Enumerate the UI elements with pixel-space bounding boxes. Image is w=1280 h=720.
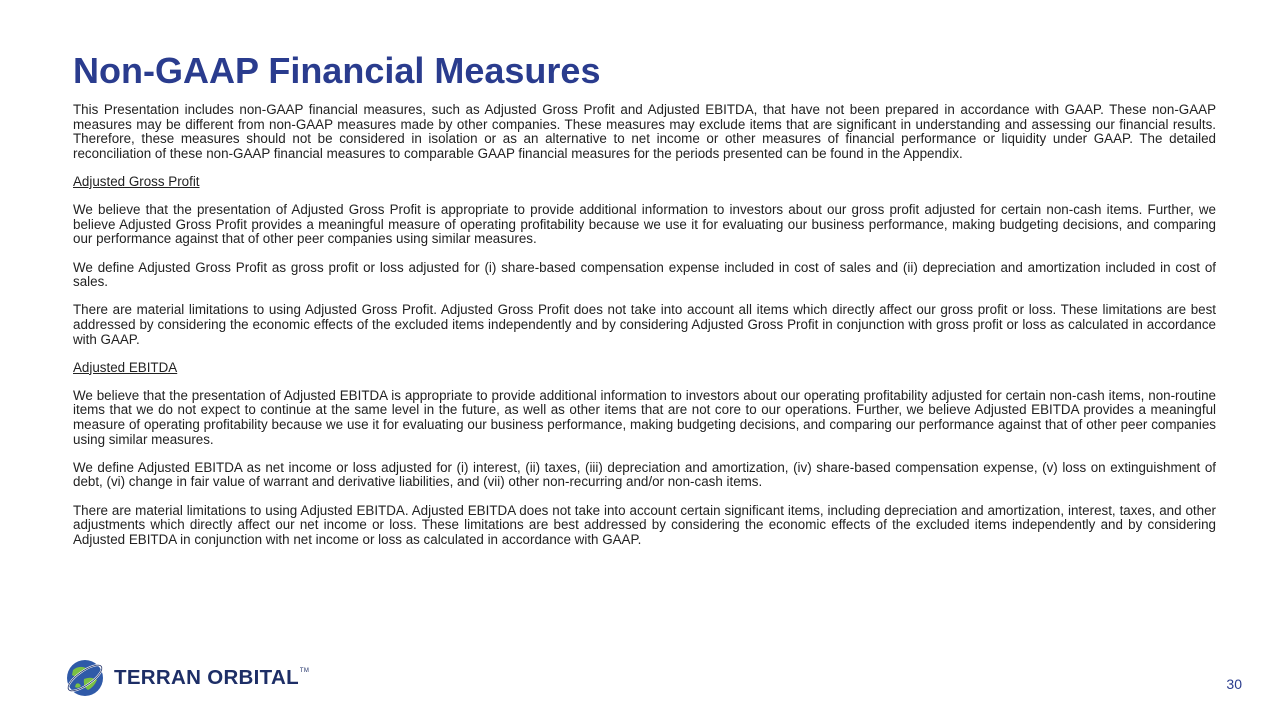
ebitda-paragraph-1: We believe that the presentation of Adjusted EBITDA is appropriate to provide additional information to investors about our operating profitability adjusted for certain non-cash items, non-routine items that we do not expect to continue at the same level in the future, as well as other items that are not core to our operations. Further, we believe Adjusted EBITDA provides a meaningful measure of operating profitability because we use it for evaluating our business performance, making budgeting decisions, and comparing our performance against that of other peer companies using similar measures. bbox=[73, 387, 1216, 447]
gross-profit-paragraph-1: We believe that the presentation of Adjusted Gross Profit is appropriate to provide additional information to investors about our gross profit adjusted for certain non-cash items. Further, we believe Adjusted Gross Profit provides a meaningful measure of operating profitability because we use it for evaluating our business performance, making budgeting decisions, and comparing our performance against that of other peer companies using similar measures. bbox=[73, 202, 1216, 247]
gross-profit-paragraph-3: There are material limitations to using Adjusted Gross Profit. Adjusted Gross Profit does not take into account all items which directly affect our gross profit or loss. These limitations are best addressed by considering the economic effects of the excluded items independently and by considering Adjusted Gross Profit in conjunction with gross profit or loss as calculated in accordance with GAAP. bbox=[73, 302, 1216, 347]
ebitda-paragraph-3: There are material limitations to using Adjusted EBITDA. Adjusted EBITDA does not take into account certain significant items, including depreciation and amortization, interest, taxes, and other adjustments which directly affect our net income or loss. These limitations are best addressed by considering the economic effects of the excluded items independently and by considering Adjusted EBITDA in conjunction with net income or loss as calculated in accordance with GAAP. bbox=[73, 502, 1216, 547]
gross-profit-paragraph-2: We define Adjusted Gross Profit as gross profit or loss adjusted for (i) share-based compensation expense included in cost of sales and (ii) depreciation and amortization included in cost of sales. bbox=[73, 259, 1216, 290]
logo-text bbox=[114, 666, 309, 690]
company-logo bbox=[64, 656, 309, 700]
ebitda-paragraph-2: We define Adjusted EBITDA as net income or loss adjusted for (i) interest, (ii) taxes, (iii) depreciation and amortization, (iv) share-based compensation expense, (v) loss on extinguishment of debt, (vi) change in fair value of warrant and derivative liabilities, and (vii) other non-recurring and/or non-cash items. bbox=[73, 459, 1216, 490]
page-number: 30 bbox=[1226, 676, 1242, 692]
section-heading-adjusted-gross-profit: Adjusted Gross Profit bbox=[73, 173, 200, 189]
logo-wordmark: TERRAN ORBITAL bbox=[114, 666, 299, 689]
page-title: Non-GAAP Financial Measures bbox=[73, 50, 601, 91]
trademark-mark: TM bbox=[299, 668, 310, 674]
body-text bbox=[73, 103, 1216, 561]
terran-orbital-globe-icon bbox=[64, 657, 106, 699]
intro-paragraph: This Presentation includes non-GAAP financial measures, such as Adjusted Gross Profit and Adjusted EBITDA, that have not been prepared in accordance with GAAP. These non-GAAP measures may be different from non-GAAP measures made by other companies. These measures may exclude items that are significant in understanding and assessing our financial results. Therefore, these measures should not be considered in isolation or as an alternative to net income or other measures of financial performance or liquidity under GAAP. The detailed reconciliation of these non-GAAP financial measures to comparable GAAP financial measures for the periods presented can be found in the Appendix. bbox=[73, 102, 1216, 161]
section-heading-adjusted-ebitda: Adjusted EBITDA bbox=[73, 359, 178, 375]
